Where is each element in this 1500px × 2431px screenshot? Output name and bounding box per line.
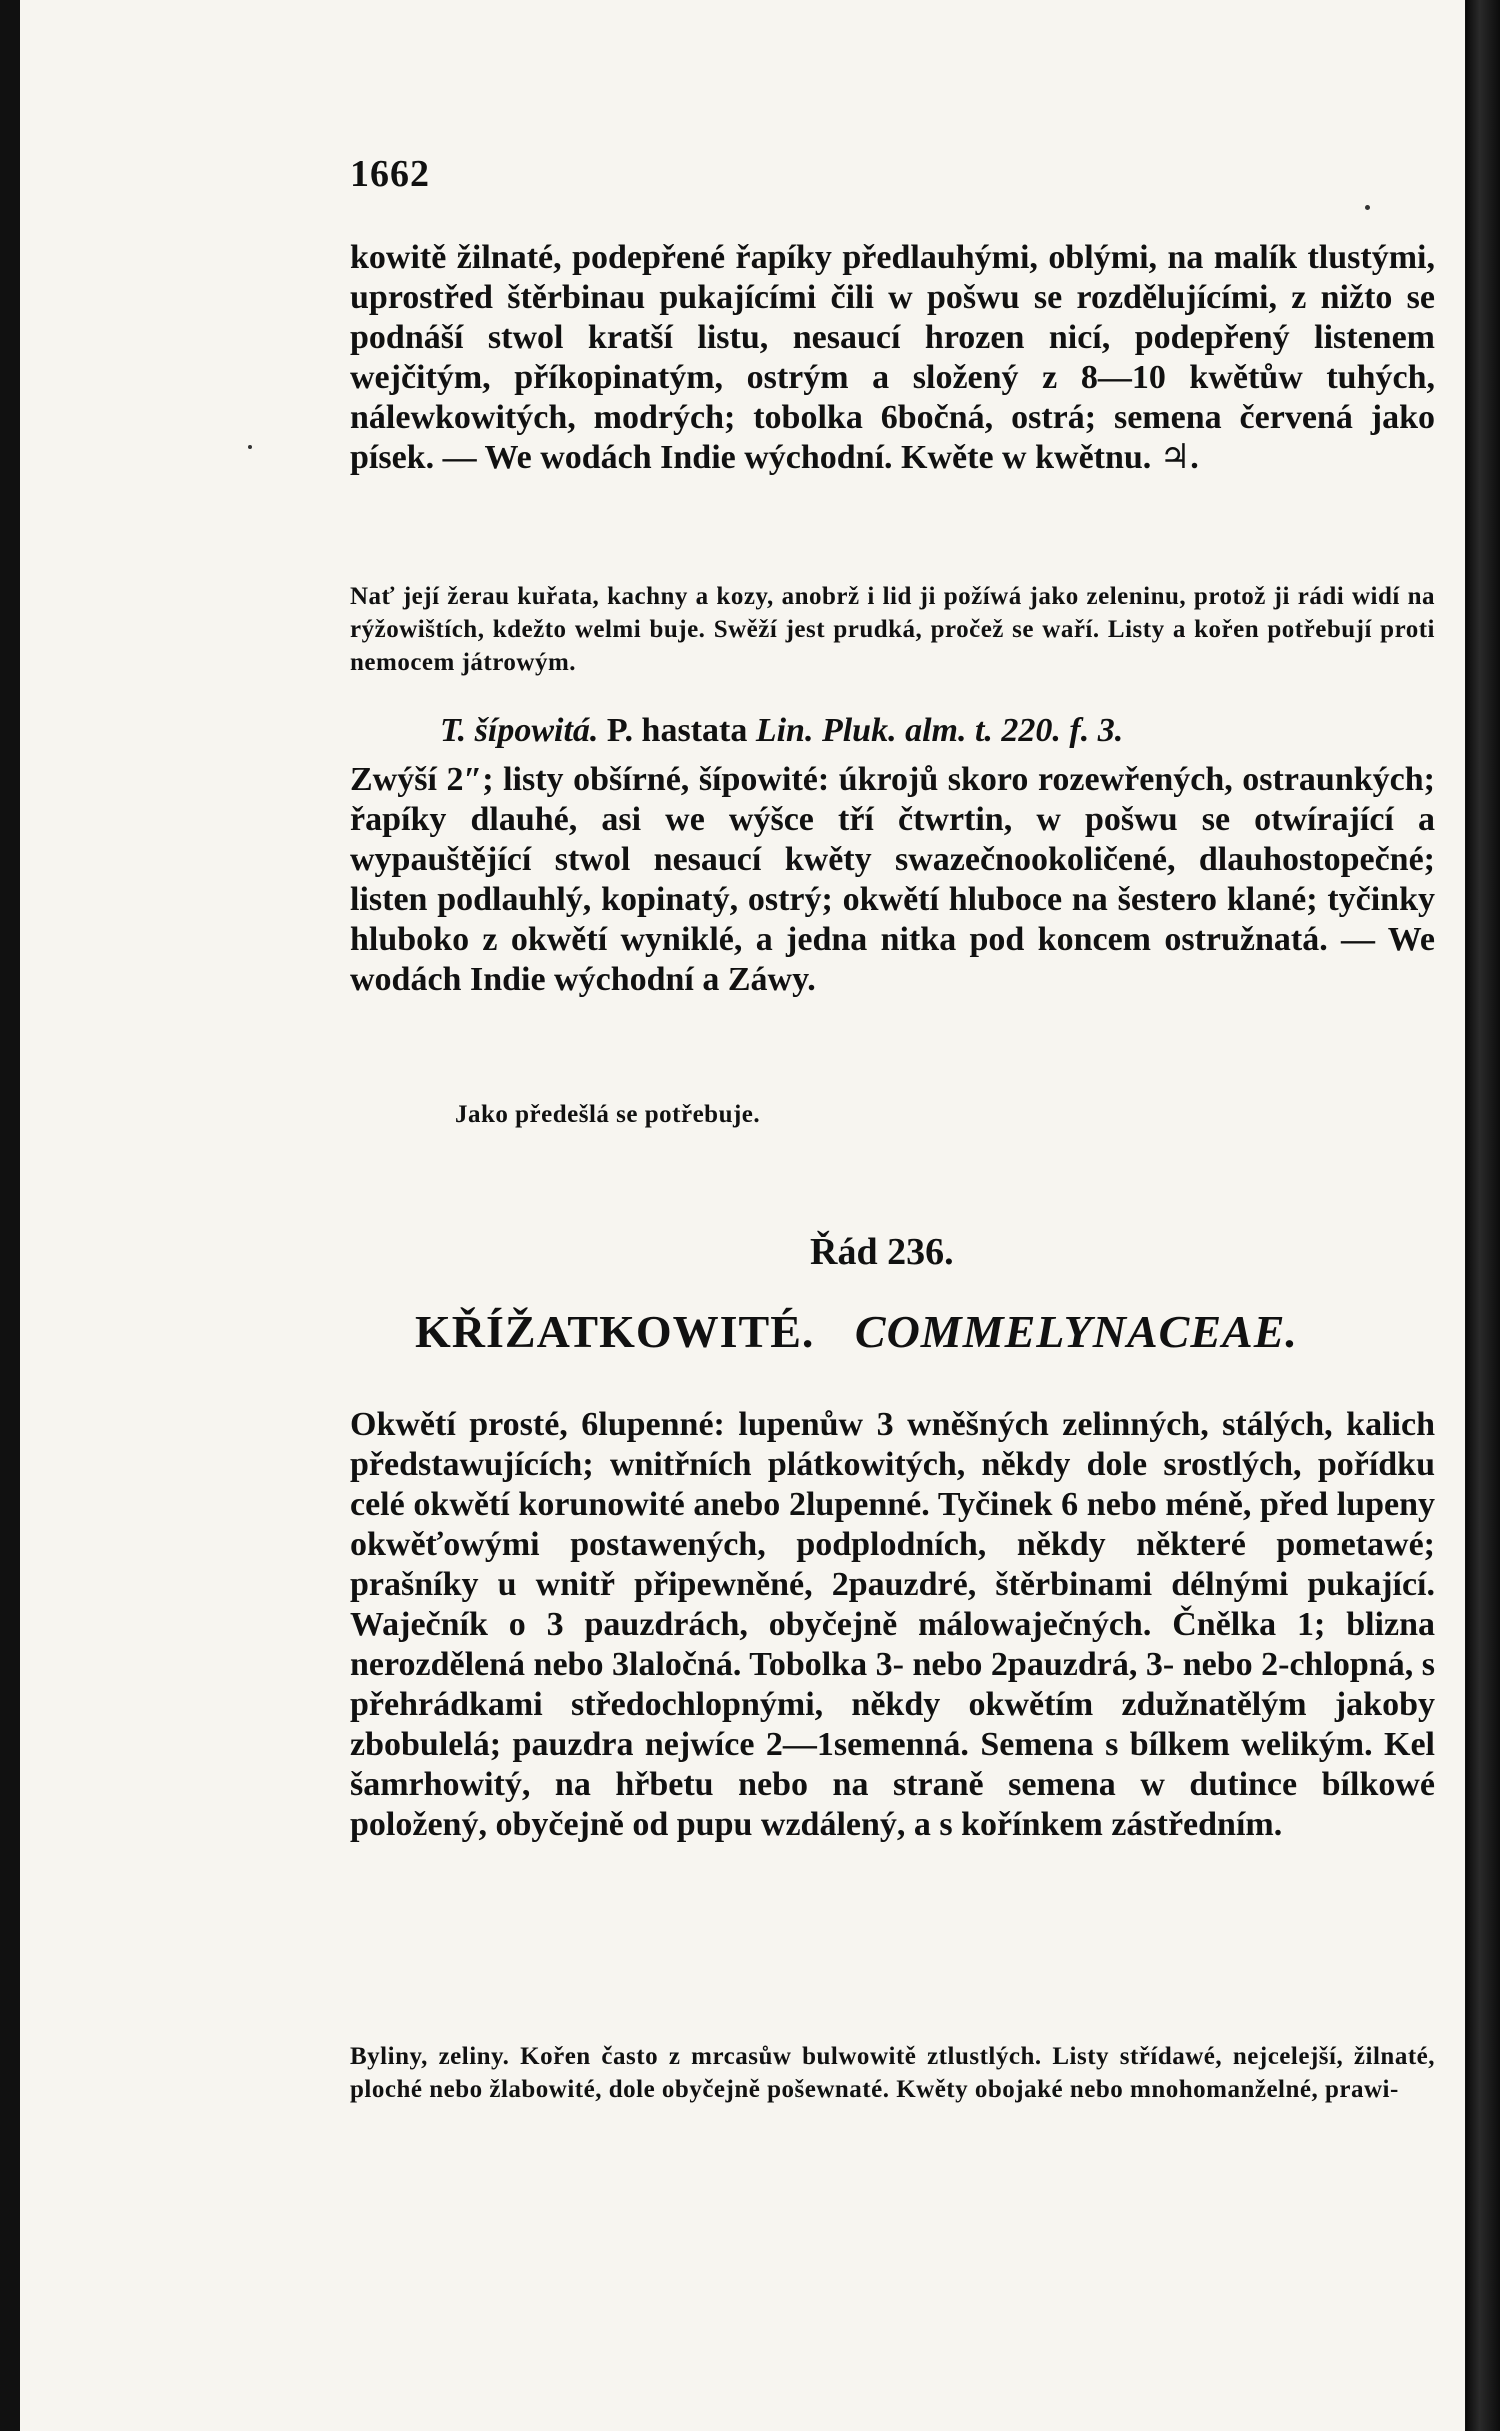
order-heading: Řád 236. (810, 1231, 954, 1273)
species-latin-name: P. hastata (606, 712, 748, 749)
species-reference: Lin. Pluk. alm. t. 220. f. 3. (755, 712, 1124, 749)
paragraph-family-description: Okwětí prosté, 6lupenné: lupenůw 3 wněšných zelinných, stálých, kalich předstawujících; wnitřních plátkowitých, někdy dole srostlých, pořídku celé okwětí korunowité anebo 2lupenné. Tyčinek 6 nebo méně, před lupeny okwěťowými postawených, podplodních, někdy některé pometawé; prašníky u wnitř připewněné, 2pauzdré, štěrbinami délnými pukající. Waječník o 3 pauzdrách, obyčejně málowaječných. Čnělka 1; blizna nerozdělená nebo 3laločná. Tobolka 3- nebo 2pauzdrá, 3- nebo 2-chlopná, s přehrádkami středochlopnými, někdy okwětím zdužnatělým jakoby zbobulelá; pauzdra nejwíce 2—1semenná. Semena s bílkem welikým. Kel šamrhowitý, na hřbetu nebo na straně semena w dutince bílkowé položený, obyčejně od pupu wzdálený, a s kořínkem zástředním. (350, 1406, 1435, 1843)
species-entry-line (440, 712, 1123, 750)
paragraph-species-description: Zwýší 2″; listy obšírné, šípowité: úkrojů skoro rozewřených, ostraunkých; řapíky dlauhé, asi we wýšce tří čtwrtin, w pošwu se otwírající a wypauštějící stwol nesaucí kwěty swazečnookoličené, dlauhostopečné; listen podlauhlý, kopinatý, ostrý; okwětí hluboce na šestero klané; tyčinky hluboko z okwětí wyniklé, a jedna nitka pod koncem ostružnatá. — We wodách Indie wýchodní a Záwy. (350, 761, 1435, 998)
print-speck (248, 445, 252, 449)
species-genus: T. (440, 712, 467, 749)
page-number: 1662 (350, 153, 430, 195)
print-speck (1365, 205, 1370, 210)
species-czech-name: šípowitá. (474, 712, 599, 749)
family-latin-name: COMMELYNACEAE. (854, 1306, 1298, 1357)
family-czech-name: KŘÍŽATKOWITÉ. (415, 1306, 815, 1357)
paragraph-usage-short: Jako předešlá se potřebuje. (455, 1101, 761, 1128)
paragraph-usage-note: Nať její žerau kuřata, kachny a kozy, anobrž i lid ji požíwá jako zeleninu, protož ji rádi widí na rýžowištích, kdežto welmi buje. Swěží jest prudká, pročež se waří. Listy a kořen potřebují proti nemocem játrowým. (350, 583, 1435, 676)
family-heading (415, 1305, 1298, 1358)
book-spine-edge (1466, 0, 1500, 2431)
paragraph-family-habit: Byliny, zeliny. Kořen často z mrcasůw bulwowitě ztlustlých. Listy střídawé, nejcelejší, žilnaté, ploché nebo žlabowité, dole obyčejně pošewnaté. Kwěty obojaké nebo mnohomanželné, prawi- (350, 2043, 1435, 2103)
paragraph-description-continued: kowitě žilnaté, podepřené řapíky předlauhými, oblými, na malík tlustými, uprostřed štěrbinau pukajícími čili w pošwu se rozdělujícími, z nižto se podnáší stwol kratší listu, nesaucí hrozen nicí, podepřený listenem wejčitým, příkopinatým, ostrým a složený z 8—10 kwětůw tuhých, nálewkowitých, modrých; tobolka 6bočná, ostrá; semena červená jako písek. — We wodách Indie wýchodní. Kwěte w kwětnu. ♃. (350, 239, 1435, 476)
